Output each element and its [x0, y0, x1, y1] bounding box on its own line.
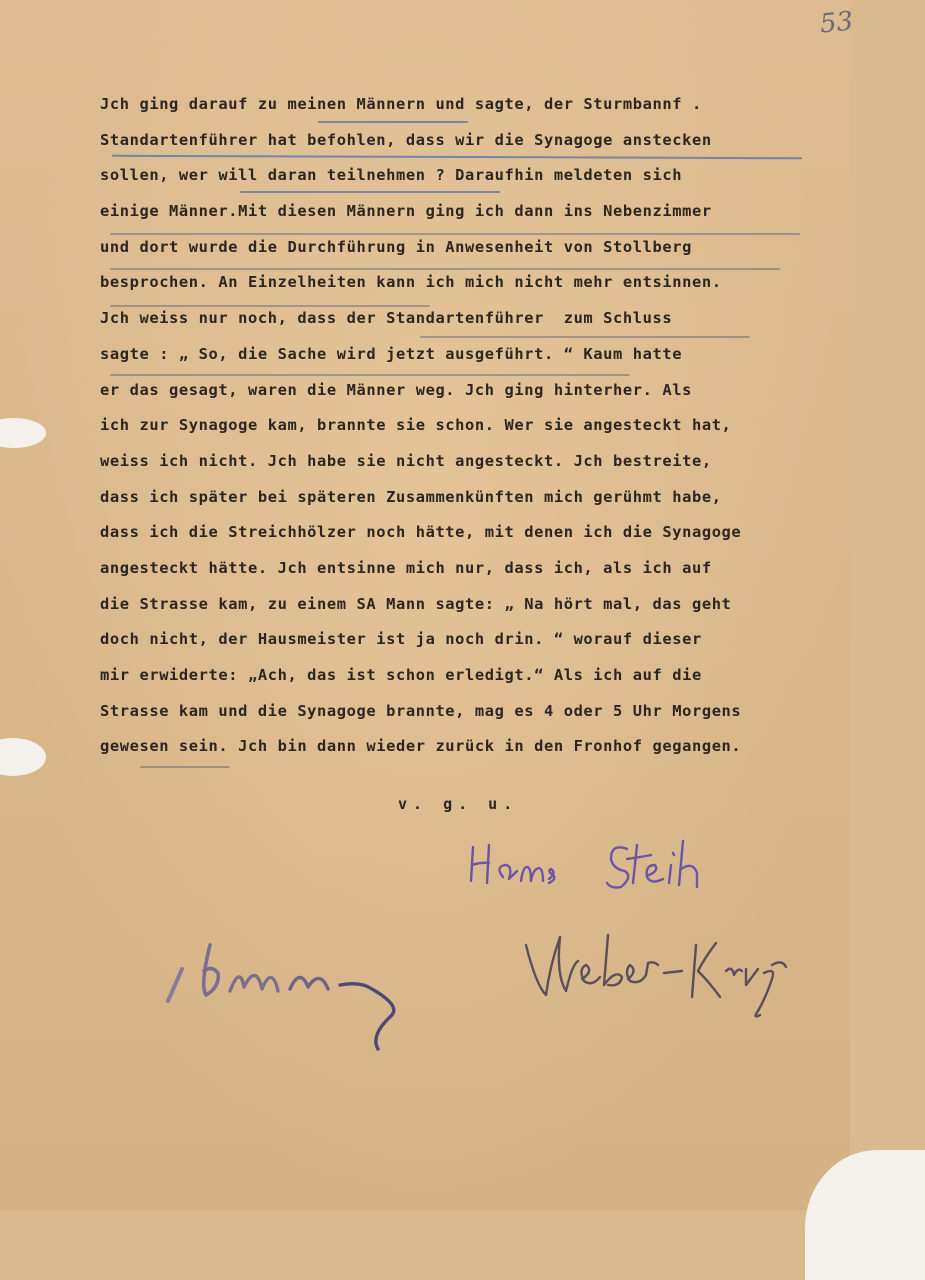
- signature-right: [520, 915, 790, 1025]
- page-number: 53: [818, 6, 855, 40]
- text-line: einige Männer.Mit diesen Männern ging ich dann ins Nebenzimmer: [100, 202, 712, 221]
- text-line: doch nicht, der Hausmeister ist ja noch drin. “ worauf dieser: [100, 630, 702, 649]
- text-line: ich zur Synagoge kam, brannte sie schon. Wer sie angesteckt hat,: [100, 416, 732, 435]
- text-line: dass ich später bei späteren Zusammenkünften mich gerühmt habe,: [100, 487, 722, 506]
- text-line: mir erwiderte: „Ach, das ist schon erledigt.“ Als ich auf die: [100, 666, 702, 684]
- punch-hole-upper: [0, 418, 46, 448]
- text-line: Standartenführer hat befohlen, dass wir die Synagoge anstecken: [100, 130, 712, 149]
- text-line: gewesen sein. Jch bin dann wieder zurück in den Fronhof gegangen.: [100, 737, 742, 756]
- typed-body: [100, 92, 830, 770]
- text-line: sollen, wer will daran teilnehmen ? Daraufhin meldeten sich: [100, 166, 683, 185]
- text-line: dass ich die Streichhölzer noch hätte, mit denen ich die Synagoge: [100, 523, 742, 542]
- torn-corner: [805, 1150, 925, 1280]
- text-line: Jch weiss nur noch, dass der Standartenführer zum Schluss: [100, 309, 673, 328]
- text-line: weiss ich nicht. Jch habe sie nicht angesteckt. Jch bestreite,: [100, 451, 712, 470]
- text-line: besprochen. An Einzelheiten kann ich mich nicht mehr entsinnen.: [100, 273, 722, 292]
- signature-left: [160, 925, 420, 1055]
- text-line: Jch ging darauf zu meinen Männern und sagte, der Sturmbannf .: [100, 95, 702, 113]
- signature-top: [465, 835, 735, 905]
- text-line: sagte : „ So, die Sache wird jetzt ausgeführt. “ Kaum hatte: [100, 344, 683, 363]
- text-line: die Strasse kam, zu einem SA Mann sagte: „ Na hört mal, das geht: [100, 594, 732, 613]
- punch-hole-lower: [0, 738, 46, 776]
- text-line: angesteckt hätte. Jch entsinne mich nur, dass ich, als ich auf: [100, 558, 712, 577]
- closing-note: v. g. u.: [398, 795, 519, 813]
- text-line: Strasse kam und die Synagoge brannte, mag es 4 oder 5 Uhr Morgens: [100, 701, 742, 720]
- text-line: und dort wurde die Durchführung in Anwesenheit von Stollberg: [100, 237, 692, 256]
- text-line: er das gesagt, waren die Männer weg. Jch ging hinterher. Als: [100, 380, 692, 399]
